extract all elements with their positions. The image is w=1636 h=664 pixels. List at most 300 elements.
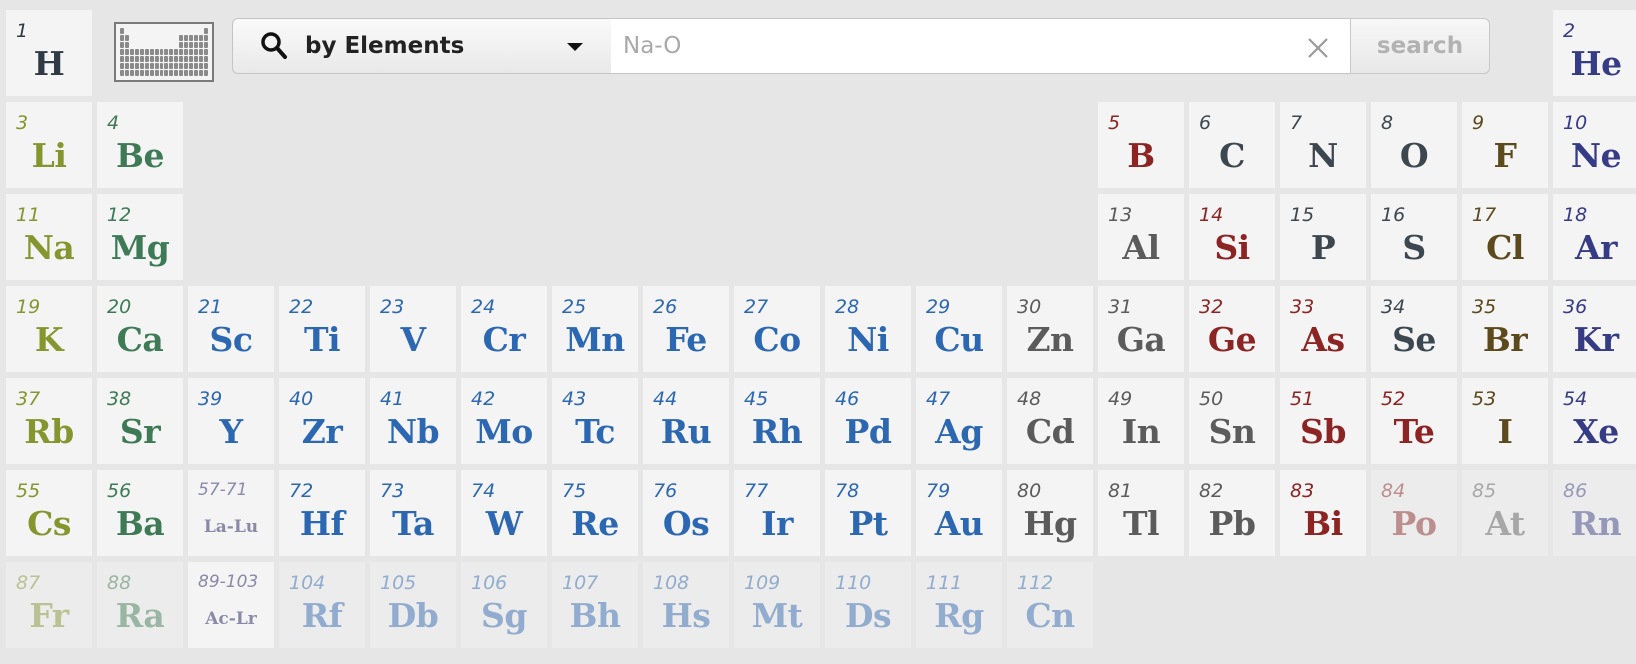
element-symbol: Sr bbox=[119, 412, 161, 451]
table-icon-dot bbox=[204, 63, 208, 69]
atomic-number: 13 bbox=[1108, 204, 1133, 226]
element-cell-ti[interactable] bbox=[279, 286, 365, 372]
atomic-number: 108 bbox=[653, 572, 690, 594]
element-symbol: Sg bbox=[481, 596, 527, 635]
element-symbol: Zr bbox=[301, 412, 343, 451]
atomic-number: 47 bbox=[926, 388, 951, 410]
table-icon-dot bbox=[169, 56, 173, 62]
element-cell-au[interactable] bbox=[916, 470, 1002, 556]
atomic-number: 25 bbox=[562, 296, 587, 318]
element-cell-ba[interactable] bbox=[97, 470, 183, 556]
table-icon-dot bbox=[169, 70, 173, 76]
table-icon-dot bbox=[160, 63, 164, 69]
table-icon-dot bbox=[150, 35, 154, 41]
table-icon-dot bbox=[140, 28, 144, 34]
table-icon-dot bbox=[120, 35, 124, 41]
table-icon-dot bbox=[179, 35, 183, 41]
element-symbol: Rg bbox=[934, 596, 984, 635]
table-icon-dot bbox=[194, 56, 198, 62]
atomic-number: 10 bbox=[1563, 112, 1588, 134]
atomic-number: 1 bbox=[16, 20, 29, 42]
atomic-number: 82 bbox=[1199, 480, 1224, 502]
element-cell-si[interactable] bbox=[1189, 194, 1275, 280]
atomic-number: 111 bbox=[926, 572, 963, 594]
table-icon-dot bbox=[145, 56, 149, 62]
table-icon-dot bbox=[174, 70, 178, 76]
element-cell-ar[interactable] bbox=[1553, 194, 1636, 280]
element-cell-at[interactable] bbox=[1462, 470, 1548, 556]
element-symbol: Cs bbox=[27, 504, 71, 543]
element-symbol: Ni bbox=[847, 320, 889, 359]
table-icon-dot bbox=[125, 35, 129, 41]
table-icon-dot bbox=[150, 56, 154, 62]
element-symbol: Cn bbox=[1025, 596, 1075, 635]
table-icon-dot bbox=[179, 28, 183, 34]
atomic-number: 4 bbox=[107, 112, 120, 134]
table-icon-dot bbox=[204, 49, 208, 55]
table-icon-dot bbox=[120, 42, 124, 48]
element-symbol: Si bbox=[1214, 228, 1250, 267]
table-icon-dot bbox=[155, 42, 159, 48]
element-symbol: Cu bbox=[934, 320, 984, 359]
element-symbol: La-Lu bbox=[203, 517, 259, 537]
element-cell-ga[interactable] bbox=[1098, 286, 1184, 372]
table-icon-dot bbox=[125, 42, 129, 48]
element-cell-sr[interactable] bbox=[97, 378, 183, 464]
element-cell-se[interactable] bbox=[1371, 286, 1457, 372]
table-icon-dot bbox=[120, 28, 124, 34]
table-icon-dot bbox=[189, 42, 193, 48]
atomic-number: 17 bbox=[1472, 204, 1497, 226]
table-icon-dot bbox=[150, 63, 154, 69]
element-cell-rn[interactable] bbox=[1553, 470, 1636, 556]
atomic-number: 41 bbox=[380, 388, 405, 410]
atomic-number: 50 bbox=[1199, 388, 1224, 410]
atomic-number: 105 bbox=[380, 572, 417, 594]
element-cell-ge[interactable] bbox=[1189, 286, 1275, 372]
element-cell-mg[interactable] bbox=[97, 194, 183, 280]
table-icon-dot bbox=[140, 70, 144, 76]
table-icon-dot bbox=[189, 70, 193, 76]
element-symbol: Db bbox=[387, 596, 439, 635]
table-icon-dot bbox=[194, 49, 198, 55]
element-cell-la-lu[interactable] bbox=[188, 470, 274, 556]
table-icon-dot bbox=[120, 49, 124, 55]
element-symbol: Be bbox=[116, 136, 164, 175]
element-cell-hf[interactable] bbox=[279, 470, 365, 556]
element-cell-ta[interactable] bbox=[370, 470, 456, 556]
table-icon-dot bbox=[189, 28, 193, 34]
table-icon-dot bbox=[169, 28, 173, 34]
table-icon-dot bbox=[155, 49, 159, 55]
table-icon-dot bbox=[160, 49, 164, 55]
table-icon-dot bbox=[160, 56, 164, 62]
table-icon-dot bbox=[140, 63, 144, 69]
table-icon-dot bbox=[174, 56, 178, 62]
table-icon-dot bbox=[140, 42, 144, 48]
table-icon-dot bbox=[120, 56, 124, 62]
table-icon-dot bbox=[120, 63, 124, 69]
table-icon-dot bbox=[135, 49, 139, 55]
element-symbol: Nb bbox=[386, 412, 440, 451]
element-symbol: Tc bbox=[575, 412, 615, 451]
table-icon-dot bbox=[169, 49, 173, 55]
atomic-number: 83 bbox=[1290, 480, 1315, 502]
element-cell-zr[interactable] bbox=[279, 378, 365, 464]
element-cell-cr[interactable] bbox=[461, 286, 547, 372]
atomic-number: 19 bbox=[16, 296, 41, 318]
table-icon-dot bbox=[130, 42, 134, 48]
element-symbol: Rh bbox=[751, 412, 803, 451]
table-icon-dot bbox=[155, 63, 159, 69]
atomic-number: 75 bbox=[562, 480, 587, 502]
atomic-number: 49 bbox=[1108, 388, 1133, 410]
element-cell-cs[interactable] bbox=[6, 470, 92, 556]
table-icon-dot bbox=[160, 70, 164, 76]
table-icon-dot bbox=[125, 63, 129, 69]
element-symbol: Pt bbox=[848, 504, 888, 543]
atomic-number: 16 bbox=[1381, 204, 1406, 226]
atomic-number: 9 bbox=[1472, 112, 1485, 134]
table-icon-dot bbox=[155, 35, 159, 41]
element-symbol: Li bbox=[31, 136, 67, 175]
element-symbol: Co bbox=[753, 320, 801, 359]
element-symbol: Se bbox=[1392, 320, 1436, 359]
table-icon-dot bbox=[199, 63, 203, 69]
table-icon-dot bbox=[130, 63, 134, 69]
element-symbol: S bbox=[1402, 228, 1426, 267]
element-cell-br[interactable] bbox=[1462, 286, 1548, 372]
table-icon-dot bbox=[194, 42, 198, 48]
atomic-number: 34 bbox=[1381, 296, 1406, 318]
element-cell-ac-lr[interactable] bbox=[188, 562, 274, 648]
element-symbol: Bh bbox=[569, 596, 621, 635]
table-icon-dot bbox=[179, 42, 183, 48]
table-icon-dot bbox=[189, 56, 193, 62]
element-symbol: Kr bbox=[1573, 320, 1619, 359]
table-icon-dot bbox=[204, 42, 208, 48]
element-cell-bi[interactable] bbox=[1280, 470, 1366, 556]
element-cell-ne[interactable] bbox=[1553, 102, 1636, 188]
table-icon-dot bbox=[160, 42, 164, 48]
element-cell-al[interactable] bbox=[1098, 194, 1184, 280]
table-icon-dot bbox=[169, 35, 173, 41]
atomic-number: 110 bbox=[835, 572, 872, 594]
atomic-number: 43 bbox=[562, 388, 587, 410]
element-symbol: Mt bbox=[751, 596, 803, 635]
element-cell-be[interactable] bbox=[97, 102, 183, 188]
atomic-number: 107 bbox=[562, 572, 599, 594]
table-icon-dot bbox=[199, 35, 203, 41]
atomic-number: 3 bbox=[16, 112, 29, 134]
element-cell-ru[interactable] bbox=[643, 378, 729, 464]
table-icon-dot bbox=[204, 70, 208, 76]
table-icon-dot bbox=[135, 28, 139, 34]
element-cell-xe[interactable] bbox=[1553, 378, 1636, 464]
element-symbol: Mg bbox=[110, 228, 170, 267]
element-cell-os[interactable] bbox=[643, 470, 729, 556]
element-symbol: Au bbox=[934, 504, 984, 543]
element-cell-he[interactable] bbox=[1553, 10, 1636, 96]
atomic-number: 22 bbox=[289, 296, 314, 318]
table-icon-dot bbox=[204, 28, 208, 34]
atomic-number: 52 bbox=[1381, 388, 1406, 410]
atomic-number: 73 bbox=[380, 480, 405, 502]
table-icon-dot bbox=[184, 56, 188, 62]
element-symbol: O bbox=[1399, 136, 1429, 175]
table-icon-dot bbox=[184, 70, 188, 76]
table-icon-dot bbox=[130, 56, 134, 62]
atomic-number: 12 bbox=[107, 204, 132, 226]
element-cell-ir[interactable] bbox=[734, 470, 820, 556]
element-cell-pd[interactable] bbox=[825, 378, 911, 464]
element-cell-tc[interactable] bbox=[552, 378, 638, 464]
element-cell-fr[interactable] bbox=[6, 562, 92, 648]
element-symbol: Os bbox=[662, 504, 710, 543]
table-icon-dot bbox=[184, 49, 188, 55]
table-icon-dot bbox=[179, 70, 183, 76]
table-icon-dot bbox=[199, 28, 203, 34]
element-symbol: Ir bbox=[761, 504, 793, 543]
element-cell-i[interactable] bbox=[1462, 378, 1548, 464]
element-cell-sc[interactable] bbox=[188, 286, 274, 372]
atomic-number: 35 bbox=[1472, 296, 1497, 318]
element-cell-hg[interactable] bbox=[1007, 470, 1093, 556]
atomic-number: 84 bbox=[1381, 480, 1406, 502]
atomic-number: 32 bbox=[1199, 296, 1224, 318]
table-icon-dot bbox=[145, 70, 149, 76]
element-symbol: Re bbox=[571, 504, 619, 543]
table-icon-dot bbox=[199, 49, 203, 55]
atomic-number: 81 bbox=[1108, 480, 1133, 502]
element-cell-co[interactable] bbox=[734, 286, 820, 372]
atomic-number: 86 bbox=[1563, 480, 1588, 502]
table-icon-dot bbox=[160, 35, 164, 41]
element-cell-re[interactable] bbox=[552, 470, 638, 556]
element-symbol: Ba bbox=[115, 504, 165, 543]
element-cell-mo[interactable] bbox=[461, 378, 547, 464]
atomic-number: 56 bbox=[107, 480, 132, 502]
element-cell-nb[interactable] bbox=[370, 378, 456, 464]
element-cell-n[interactable] bbox=[1280, 102, 1366, 188]
element-symbol: B bbox=[1127, 136, 1155, 175]
element-symbol: Ag bbox=[935, 412, 983, 451]
element-cell-mt[interactable] bbox=[734, 562, 820, 648]
atomic-number: 33 bbox=[1290, 296, 1315, 318]
element-cell-na[interactable] bbox=[6, 194, 92, 280]
element-symbol: Fr bbox=[29, 596, 69, 635]
element-symbol: In bbox=[1121, 412, 1161, 451]
element-symbol: Ac-Lr bbox=[205, 609, 257, 629]
table-icon-dot bbox=[189, 49, 193, 55]
atomic-number: 51 bbox=[1290, 388, 1315, 410]
element-cell-ni[interactable] bbox=[825, 286, 911, 372]
table-icon-dot bbox=[199, 42, 203, 48]
element-symbol: Hs bbox=[661, 596, 711, 635]
atomic-number: 29 bbox=[926, 296, 951, 318]
element-symbol: V bbox=[400, 320, 426, 359]
element-cell-cu[interactable] bbox=[916, 286, 1002, 372]
table-icon-dot bbox=[194, 70, 198, 76]
element-cell-cn[interactable] bbox=[1007, 562, 1093, 648]
table-icon-dot bbox=[140, 56, 144, 62]
element-cell-v[interactable] bbox=[370, 286, 456, 372]
element-cell-ca[interactable] bbox=[97, 286, 183, 372]
table-icon-dot bbox=[164, 49, 168, 55]
table-icon-dot bbox=[194, 35, 198, 41]
element-cell-zn[interactable] bbox=[1007, 286, 1093, 372]
atomic-number: 46 bbox=[835, 388, 860, 410]
table-icon-dot bbox=[174, 42, 178, 48]
table-icon-dot bbox=[164, 35, 168, 41]
element-cell-sn[interactable] bbox=[1189, 378, 1275, 464]
atomic-number: 78 bbox=[835, 480, 860, 502]
element-symbol: Zn bbox=[1026, 320, 1074, 359]
table-icon-dot bbox=[135, 70, 139, 76]
table-icon-dot bbox=[130, 70, 134, 76]
element-symbol: K bbox=[34, 320, 64, 359]
atomic-number: 36 bbox=[1563, 296, 1588, 318]
element-cell-in[interactable] bbox=[1098, 378, 1184, 464]
atomic-number: 21 bbox=[198, 296, 223, 318]
element-cell-db[interactable] bbox=[370, 562, 456, 648]
element-cell-bh[interactable] bbox=[552, 562, 638, 648]
table-icon-dot bbox=[164, 56, 168, 62]
element-symbol: Mn bbox=[565, 320, 625, 359]
element-symbol: Pd bbox=[844, 412, 892, 451]
table-icon-dot bbox=[130, 49, 134, 55]
table-icon-dot bbox=[120, 70, 124, 76]
element-cell-pb[interactable] bbox=[1189, 470, 1275, 556]
atomic-number: 24 bbox=[471, 296, 496, 318]
element-cell-li[interactable] bbox=[6, 102, 92, 188]
element-cell-h[interactable] bbox=[6, 10, 92, 96]
element-cell-b[interactable] bbox=[1098, 102, 1184, 188]
element-cell-rf[interactable] bbox=[279, 562, 365, 648]
atomic-number: 5 bbox=[1108, 112, 1121, 134]
element-cell-te[interactable] bbox=[1371, 378, 1457, 464]
element-cell-o[interactable] bbox=[1371, 102, 1457, 188]
element-symbol: I bbox=[1497, 412, 1513, 451]
close-icon[interactable] bbox=[1306, 36, 1330, 60]
table-icon-dot bbox=[164, 42, 168, 48]
element-symbol: F bbox=[1493, 136, 1517, 175]
atomic-number: 106 bbox=[471, 572, 508, 594]
element-cell-hs[interactable] bbox=[643, 562, 729, 648]
table-icon-dot bbox=[174, 49, 178, 55]
element-cell-s[interactable] bbox=[1371, 194, 1457, 280]
atomic-number: 14 bbox=[1199, 204, 1224, 226]
table-icon-dot bbox=[150, 49, 154, 55]
table-icon-dot bbox=[125, 56, 129, 62]
atomic-number: 89-103 bbox=[198, 572, 259, 592]
element-symbol: Xe bbox=[1573, 412, 1619, 451]
table-icon-dot bbox=[155, 56, 159, 62]
atomic-number: 76 bbox=[653, 480, 678, 502]
element-symbol: Sb bbox=[1300, 412, 1346, 451]
table-icon-dot bbox=[150, 42, 154, 48]
table-icon-dot bbox=[179, 56, 183, 62]
search-mode-dropdown[interactable] bbox=[232, 18, 612, 74]
atomic-number: 87 bbox=[16, 572, 41, 594]
table-icon-dot bbox=[199, 70, 203, 76]
search-input[interactable] bbox=[611, 18, 1351, 74]
element-symbol: Ra bbox=[115, 596, 165, 635]
element-cell-rb[interactable] bbox=[6, 378, 92, 464]
element-cell-rh[interactable] bbox=[734, 378, 820, 464]
table-icon-dot bbox=[140, 35, 144, 41]
element-cell-rg[interactable] bbox=[916, 562, 1002, 648]
element-symbol: Sn bbox=[1208, 412, 1256, 451]
element-cell-pt[interactable] bbox=[825, 470, 911, 556]
atomic-number: 74 bbox=[471, 480, 496, 502]
table-icon-dot bbox=[184, 42, 188, 48]
element-symbol: Ge bbox=[1207, 320, 1257, 359]
element-cell-fe[interactable] bbox=[643, 286, 729, 372]
element-symbol: Y bbox=[219, 412, 243, 451]
element-cell-w[interactable] bbox=[461, 470, 547, 556]
table-icon-dot bbox=[174, 28, 178, 34]
element-cell-sb[interactable] bbox=[1280, 378, 1366, 464]
table-icon-dot bbox=[169, 63, 173, 69]
atomic-number: 6 bbox=[1199, 112, 1212, 134]
atomic-number: 26 bbox=[653, 296, 678, 318]
atomic-number: 28 bbox=[835, 296, 860, 318]
element-cell-kr[interactable] bbox=[1553, 286, 1636, 372]
table-icon-dot bbox=[135, 63, 139, 69]
element-cell-sg[interactable] bbox=[461, 562, 547, 648]
element-symbol: W bbox=[485, 504, 523, 543]
element-cell-cd[interactable] bbox=[1007, 378, 1093, 464]
element-symbol: Cr bbox=[482, 320, 526, 359]
element-cell-mn[interactable] bbox=[552, 286, 638, 372]
table-icon-dot bbox=[179, 63, 183, 69]
element-cell-f[interactable] bbox=[1462, 102, 1548, 188]
table-icon-dot bbox=[199, 56, 203, 62]
element-cell-ds[interactable] bbox=[825, 562, 911, 648]
table-icon-dot bbox=[174, 35, 178, 41]
element-cell-ag[interactable] bbox=[916, 378, 1002, 464]
table-icon-dot bbox=[135, 56, 139, 62]
element-cell-as[interactable] bbox=[1280, 286, 1366, 372]
element-cell-k[interactable] bbox=[6, 286, 92, 372]
element-symbol: Tl bbox=[1122, 504, 1160, 543]
element-symbol: Mo bbox=[475, 412, 533, 451]
atomic-number: 54 bbox=[1563, 388, 1588, 410]
periodic-table-icon[interactable] bbox=[114, 22, 214, 82]
atomic-number: 80 bbox=[1017, 480, 1042, 502]
atomic-number: 104 bbox=[289, 572, 326, 594]
table-icon-dot bbox=[125, 49, 129, 55]
element-cell-p[interactable] bbox=[1280, 194, 1366, 280]
table-icon-dot bbox=[130, 35, 134, 41]
atomic-number: 112 bbox=[1017, 572, 1054, 594]
element-cell-y[interactable] bbox=[188, 378, 274, 464]
table-icon-dot bbox=[155, 70, 159, 76]
table-icon-dot bbox=[169, 42, 173, 48]
atomic-number: 8 bbox=[1381, 112, 1394, 134]
element-cell-c[interactable] bbox=[1189, 102, 1275, 188]
atomic-number: 48 bbox=[1017, 388, 1042, 410]
search-button[interactable]: search bbox=[1350, 18, 1490, 74]
element-symbol: Al bbox=[1122, 228, 1160, 267]
atomic-number: 77 bbox=[744, 480, 769, 502]
atomic-number: 88 bbox=[107, 572, 132, 594]
element-cell-po[interactable] bbox=[1371, 470, 1457, 556]
element-cell-tl[interactable] bbox=[1098, 470, 1184, 556]
element-cell-cl[interactable] bbox=[1462, 194, 1548, 280]
element-cell-ra[interactable] bbox=[97, 562, 183, 648]
